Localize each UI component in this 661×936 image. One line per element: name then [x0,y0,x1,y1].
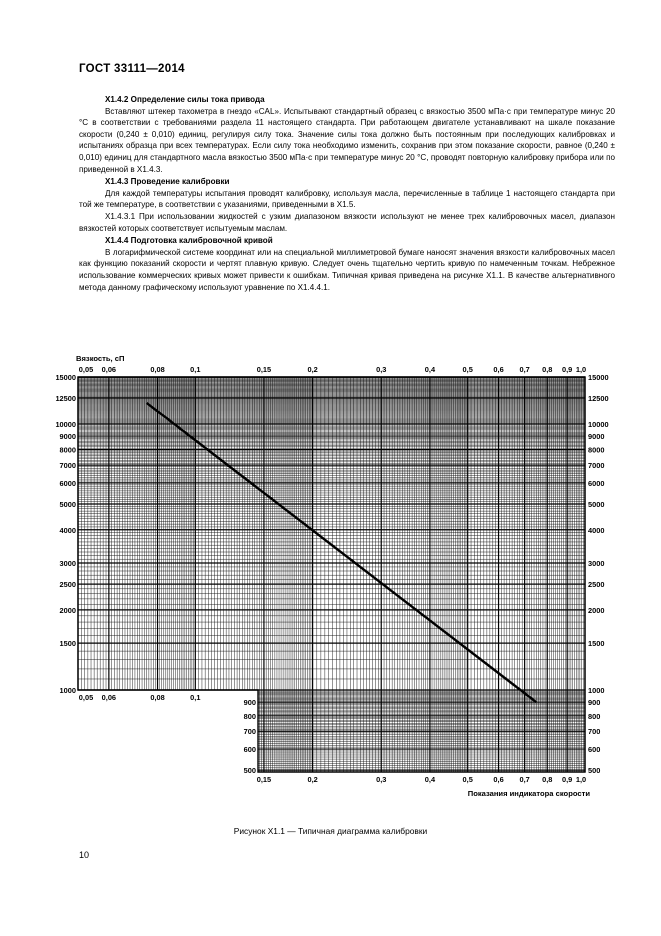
y-tick-label-left: 10000 [55,419,76,429]
y-tick-label-left: 5000 [59,499,76,509]
y-tick-label-right: 6000 [588,478,605,488]
x-tick-label-top: 0,08 [150,365,165,374]
y-tick-label-right: 10000 [588,419,609,429]
section-heading: X1.4.2 Определение силы тока привода [105,95,265,104]
x-tick-label-bottom: 0,8 [542,775,553,784]
y-tick-label-right: 900 [588,698,601,708]
x-tick-label-bottom: 0,2 [307,775,318,784]
x-tick-label-bottom: 0,7 [519,775,530,784]
x-tick-label-bottom: 0,15 [256,775,272,784]
y-tick-label-right: 9000 [588,432,605,442]
x-tick-label-bottom: 0,3 [376,775,387,784]
x-tick-label-top: 0,9 [562,365,573,374]
y-tick-label-right: 1000 [588,686,605,695]
y-tick-label-left: 6000 [59,478,76,488]
x-tick-label-bottom: 0,1 [190,693,201,702]
y-tick-label-right: 500 [588,766,601,776]
y-tick-label-left: 800 [243,711,256,721]
section-heading: X1.4.4 Подготовка калибровочной кривой [105,236,273,246]
x-tick-label-top: 0,4 [424,365,436,374]
x-tick-label-bottom: 0,9 [562,775,573,784]
x-tick-label-bottom: 0,6 [493,775,504,784]
y-tick-label-right: 800 [588,711,601,721]
y-tick-label-right: 7000 [588,461,605,471]
x-tick-label-bottom: 0,5 [462,775,473,784]
y-tick-label-left: 700 [243,727,256,737]
x-tick-label-top: 0,5 [462,365,473,374]
x-tick-label-top: 0,6 [493,365,504,374]
y-tick-label-left: 1500 [59,639,76,649]
y-tick-label-right: 4000 [588,525,605,535]
y-tick-label-right: 700 [588,727,601,737]
section-heading: X1.4.3 Проведение калибровки [105,177,230,187]
y-tick-label-right: 1500 [588,639,605,649]
y-tick-label-left: 7000 [59,461,76,471]
y-tick-label-right: 600 [588,745,601,755]
document-header: ГОСТ 33111—2014 [79,63,185,75]
x-tick-label-bottom: 0,05 [78,693,94,702]
paragraph: Для каждой температуры испытания проводят калибровку, используя масла, перечисленные в таблице 1 настоящего стандарта при той же температуре, в соответствии с указаниями, приведенными в X1.5. [79,188,615,210]
y-tick-label-right: 12500 [588,394,609,404]
y-tick-label-right: 2500 [588,580,605,590]
x-tick-label-top: 0,8 [542,365,553,374]
paragraph: Вставляют штекер тахометра в гнездо «CAL». Испытывают стандартный образец с вязкостью 3500 мПа·с при температуре минус 20 °С в соответствии с требованиями раздела 11 настоящего стандарта. При работающем двигателе устанавливают на шкале показание скорости (0,240 ± 0,010) единиц, регулируя силу тока. Значение силы тока должно быть постоянным при последующих калибровках и испытаниях образца при всех температурах. Если силу тока необходимо изменить, сохранив при этом показание скорости, равное (0,240 ± 0,010) единиц для стандартного масла вязкостью 3500 мПа·с при температуре минус 20 °С, проводят повторную калибровку прибора или по приведенной в X1.4.3. [79,106,615,174]
y-axis-title: Вязкость, сП [76,354,125,363]
x-axis-title: Показания индикатора скорости [467,789,590,798]
x-tick-label-top: 0,7 [519,365,530,374]
x-tick-label-top: 0,2 [307,365,318,374]
y-tick-label-left: 12500 [55,394,76,404]
x-tick-label-bottom: 0,4 [424,775,436,784]
page-number: 10 [79,850,90,860]
y-tick-label-right: 3000 [588,559,605,569]
y-tick-label-left: 4000 [59,525,76,535]
x-tick-label-top: 0,06 [101,365,117,374]
x-tick-label-bottom: 1,0 [575,775,587,784]
paragraph: X1.4.3.1 При использовании жидкостей с узким диапазоном вязкости используют не менее трех калибровочных масел, диапазон вязкостей которых соответствует испытуемым маслам. [79,211,615,233]
y-tick-label-left: 9000 [59,432,76,442]
y-tick-label-left: 2500 [59,580,76,590]
x-tick-label-bottom: 0,08 [150,693,165,702]
y-tick-label-left: 15000 [55,373,76,382]
x-tick-label-top: 0,1 [190,365,201,374]
y-tick-label-left: 900 [243,698,256,708]
y-tick-label-right: 8000 [588,445,605,455]
paragraph: В логарифмической системе координат или на специальной миллиметровой бумаге наносят значения вязкости калибровочных масел как функцию показаний скорости и чертят плавную кривую. Следует очень тщательно чертить кривую по намеченным точкам. Небрежное использование коммерческих кривых может привести к ошибкам. Типичная кривая приведена на рисунке X1.1. В качестве альтернативного метода данному графическому используют уравнение по X1.4.4.1. [79,247,615,292]
figure-caption: Рисунок X1.1 — Типичная диаграмма калибровки [233,826,428,836]
y-tick-label-left: 1000 [59,686,76,695]
x-tick-label-top: 0,3 [376,365,387,374]
y-tick-label-left: 500 [243,766,256,776]
y-tick-label-right: 5000 [588,499,605,509]
y-tick-label-left: 8000 [59,445,76,455]
y-tick-label-left: 3000 [59,559,76,569]
x-tick-label-top: 0,05 [78,365,94,374]
x-tick-label-bottom: 0,06 [101,693,117,702]
x-tick-label-top: 0,15 [256,365,272,374]
x-tick-label-top: 1,0 [575,365,587,374]
y-tick-label-right: 2000 [588,605,605,615]
y-tick-label-right: 15000 [588,373,609,382]
y-tick-label-left: 600 [243,745,256,755]
y-tick-label-left: 2000 [59,605,76,615]
